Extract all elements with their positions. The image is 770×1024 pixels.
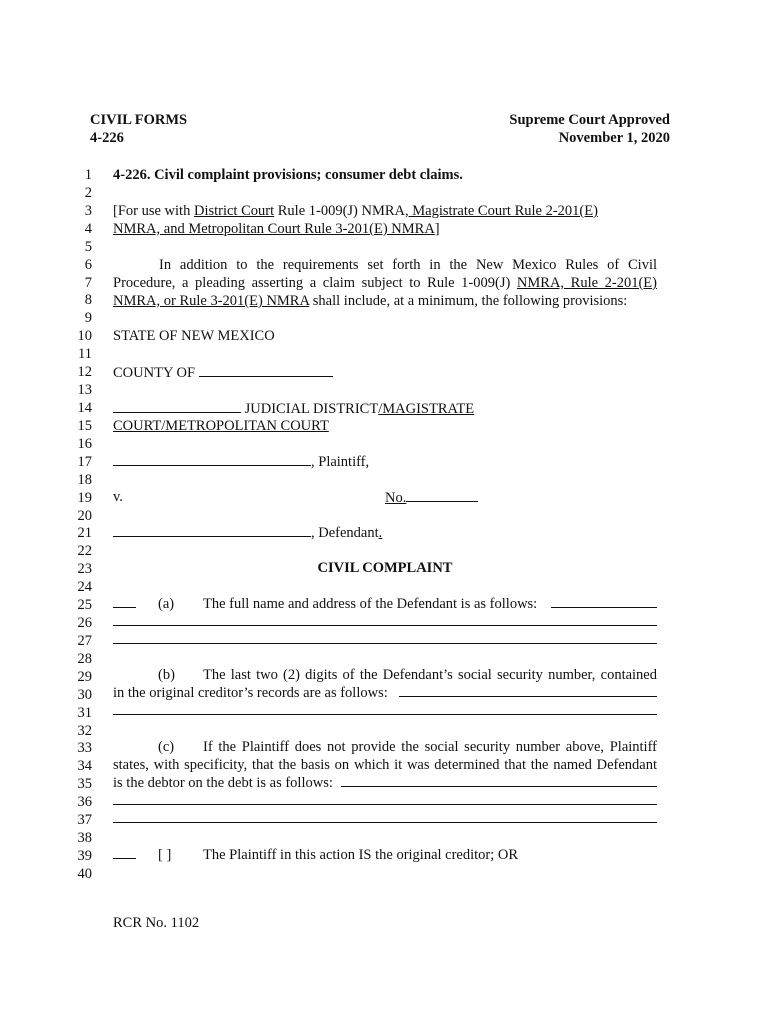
line-number: 12 — [77, 364, 92, 381]
item-c-answer-line-3[interactable] — [113, 822, 657, 823]
line-number: 34 — [77, 758, 92, 775]
line-number: 27 — [77, 632, 92, 649]
line-number: 4 — [84, 220, 92, 237]
usage-note-line-2: NMRA, and Metropolitan Court Rule 3-201(E) NMRA] — [113, 221, 440, 237]
line-number: 39 — [77, 848, 92, 864]
line-number: 35 — [77, 776, 92, 793]
rule-heading: 4-226. Civil complaint provisions; consumer debt claims. — [113, 167, 463, 183]
line-number: 2 — [84, 184, 92, 201]
item-a-answer-line-3[interactable] — [113, 643, 657, 644]
line-number: 33 — [77, 740, 92, 757]
item-c-answer-blank[interactable] — [341, 786, 657, 787]
item-b-label: (b) — [158, 667, 175, 683]
line-number: 14 — [77, 400, 92, 416]
form-number: 4-226 — [90, 130, 124, 146]
creditor-statement: The Plaintiff in this action IS the original creditor; OR — [203, 847, 519, 863]
item-b-text-line-2: in the original creditor’s records are as follows: — [113, 685, 388, 701]
line-number: 7 — [84, 274, 92, 291]
line-number: 10 — [77, 328, 92, 345]
item-c-answer-line-2[interactable] — [113, 804, 657, 805]
district-blank[interactable] — [113, 399, 241, 413]
item-a-answer-blank[interactable] — [551, 607, 657, 608]
intro-paragraph-line-2: Procedure, a pleading asserting a claim subject to Rule 1-009(J) NMRA, Rule 2-201(E) — [113, 275, 657, 291]
county-blank[interactable] — [199, 363, 333, 377]
line-number: 1 — [84, 167, 92, 183]
line-number: 32 — [77, 722, 92, 739]
line-number: 40 — [77, 865, 92, 882]
district-caption-line-1: JUDICIAL DISTRICT/MAGISTRATE — [113, 399, 474, 418]
form-series-title: CIVIL FORMS — [90, 112, 188, 128]
intro-paragraph-line-3: NMRA, or Rule 3-201(E) NMRA shall include, at a minimum, the following provisions: — [113, 293, 628, 309]
line-number: 3 — [84, 202, 92, 219]
item-b-answer-blank[interactable] — [399, 696, 657, 697]
item-a-text: The full name and address of the Defendant is as follows: — [203, 596, 538, 612]
line-number: 19 — [77, 489, 92, 506]
case-number-blank[interactable] — [406, 488, 478, 502]
line-number: 17 — [77, 453, 92, 470]
item-c-text-line-1: If the Plaintiff does not provide the social security number above, Plaintiff — [203, 739, 657, 755]
line-number: 9 — [84, 310, 92, 327]
item-c-text-line-3: is the debtor on the debt is as follows: — [113, 775, 333, 791]
line-number: 26 — [77, 615, 92, 631]
line-number: 13 — [77, 382, 92, 398]
line-number: 37 — [77, 812, 92, 829]
line-number: 30 — [77, 686, 92, 703]
form-header-left — [90, 111, 187, 147]
item-a-label: (a) — [158, 596, 175, 612]
line-number: 5 — [84, 238, 92, 255]
item-c-text-line-2: states, with specificity, that the basis on which it was determined that the named Defendant — [113, 757, 657, 773]
line-number: 6 — [84, 256, 92, 273]
creditor-check-blank[interactable] — [113, 858, 136, 859]
state-caption: STATE OF NEW MEXICO — [113, 328, 275, 344]
case-number-line: No. — [385, 488, 478, 507]
line-number: 16 — [77, 435, 92, 452]
line-number: 15 — [77, 417, 92, 434]
plaintiff-blank[interactable] — [113, 452, 311, 466]
county-caption: COUNTY OF — [113, 363, 333, 382]
line-number: 28 — [77, 650, 92, 667]
line-number: 18 — [77, 471, 92, 488]
line-number: 11 — [78, 346, 92, 363]
line-number: 38 — [77, 830, 92, 846]
item-b-text-line-1: The last two (2) digits of the Defendant’s social security number, contained — [203, 667, 657, 683]
line-number: 25 — [77, 597, 92, 614]
line-number: 29 — [77, 668, 92, 685]
approval-title: Supreme Court Approved — [509, 112, 670, 128]
line-number: 31 — [77, 704, 92, 721]
intro-paragraph-line-1: In addition to the requirements set forth in the New Mexico Rules of Civil — [159, 257, 657, 273]
defendant-blank[interactable] — [113, 523, 311, 537]
item-c-label: (c) — [158, 739, 175, 755]
defendant-line: , Defendant. — [113, 523, 382, 542]
rcr-number: RCR No. 1102 — [113, 915, 200, 931]
line-number: 21 — [77, 525, 92, 542]
creditor-checkbox[interactable]: [ ] — [158, 847, 172, 863]
line-number: 22 — [77, 543, 92, 560]
line-number: 20 — [77, 507, 92, 524]
complaint-title: CIVIL COMPLAINT — [317, 560, 453, 576]
item-a-check-blank[interactable] — [113, 607, 136, 608]
approval-date: November 1, 2020 — [558, 130, 670, 146]
item-b-answer-line-2[interactable] — [113, 714, 657, 715]
usage-note-line-1: [For use with District Court Rule 1-009(J) NMRA, Magistrate Court Rule 2-201(E) — [113, 203, 598, 219]
item-a-answer-line-2[interactable] — [113, 625, 657, 626]
form-header-right — [509, 111, 670, 147]
versus-label: v. — [113, 489, 123, 505]
plaintiff-line: , Plaintiff, — [113, 452, 369, 471]
line-number: 36 — [77, 794, 92, 811]
line-number: 8 — [84, 292, 92, 309]
district-caption-line-2: COURT/METROPOLITAN COURT — [113, 418, 329, 434]
line-number: 23 — [77, 561, 92, 578]
line-number: 24 — [77, 579, 92, 596]
